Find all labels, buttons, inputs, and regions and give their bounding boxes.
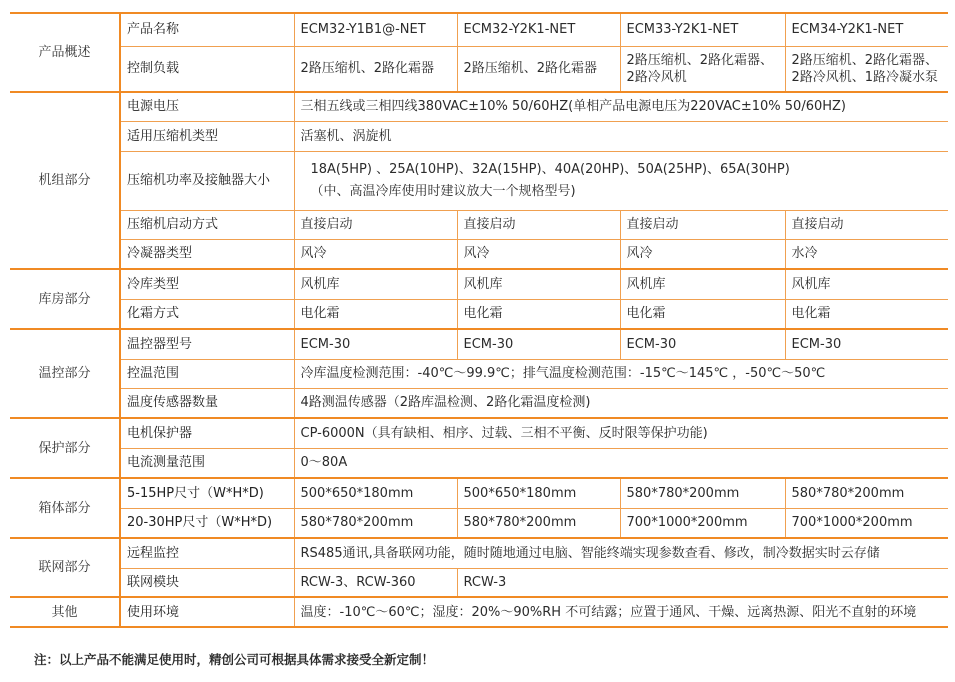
value-environment: 温度：-10℃～60℃；湿度：20%～90%RH 不可结露；应置于通风、干燥、远离热源、阳光不直射的环境 (294, 597, 948, 627)
section-protect: 保护部分 (10, 418, 120, 478)
label-start-mode: 压缩机启动方式 (120, 210, 294, 239)
value-defrost-mode-3: 电化霜 (620, 299, 785, 329)
row-current-range (10, 448, 948, 478)
value-product-name-1: ECM32-Y1B1@-NET (294, 13, 457, 46)
row-compressor-power (10, 151, 948, 210)
section-room: 库房部分 (10, 269, 120, 329)
value-product-name-2: ECM32-Y2K1-NET (457, 13, 620, 46)
section-unit: 机组部分 (10, 92, 120, 269)
section-other: 其他 (10, 597, 120, 627)
row-size-20-30 (10, 508, 948, 538)
value-size-5-15-2: 500*650*180mm (457, 478, 620, 508)
value-controller-model-3: ECM-30 (620, 329, 785, 359)
value-start-mode-3: 直接启动 (620, 210, 785, 239)
row-condenser-type (10, 239, 948, 269)
label-condenser-type: 冷凝器类型 (120, 239, 294, 269)
value-product-name-3: ECM33-Y2K1-NET (620, 13, 785, 46)
row-product-name (10, 13, 948, 46)
value-network-module-1: RCW-3、RCW-360 (294, 568, 457, 597)
value-start-mode-2: 直接启动 (457, 210, 620, 239)
value-remote-monitor: RS485通讯,具备联网功能，随时随地通过电脑、智能终端实现参数查看、修改，制冷数据实时云存储 (294, 538, 948, 568)
value-size-20-30-3: 700*1000*200mm (620, 508, 785, 538)
section-overview: 产品概述 (10, 13, 120, 92)
label-current-range: 电流测量范围 (120, 448, 294, 478)
value-controller-model-1: ECM-30 (294, 329, 457, 359)
row-network-module (10, 568, 948, 597)
value-current-range: 0～80A (294, 448, 948, 478)
label-control-load: 控制负载 (120, 46, 294, 92)
value-condenser-type-1: 风冷 (294, 239, 457, 269)
row-size-5-15 (10, 478, 948, 508)
section-box: 箱体部分 (10, 478, 120, 538)
label-motor-protector: 电机保护器 (120, 418, 294, 448)
label-compressor-power: 压缩机功率及接触器大小 (120, 151, 294, 210)
value-compressor-power (294, 151, 948, 210)
value-temp-range: 冷库温度检测范围：-40℃～99.9℃；排气温度检测范围：-15℃～145℃ ，-50℃～50℃ (294, 359, 948, 388)
section-temp: 温控部分 (10, 329, 120, 418)
row-power-voltage (10, 92, 948, 121)
value-network-module-2: RCW-3 (457, 568, 948, 597)
label-controller-model: 温控器型号 (120, 329, 294, 359)
row-motor-protector (10, 418, 948, 448)
value-control-load-1: 2路压缩机、2路化霜器 (294, 46, 457, 92)
value-controller-model-4: ECM-30 (785, 329, 948, 359)
value-defrost-mode-1: 电化霜 (294, 299, 457, 329)
row-control-load (10, 46, 948, 92)
label-environment: 使用环境 (120, 597, 294, 627)
value-start-mode-1: 直接启动 (294, 210, 457, 239)
value-condenser-type-4: 水冷 (785, 239, 948, 269)
spec-table (10, 12, 948, 628)
compressor-power-line: 18A(5HP) 、25A(10HP)、32A(15HP)、40A(20HP)、50A(25HP)、65A(30HP) (310, 161, 790, 177)
value-size-5-15-4: 580*780*200mm (785, 478, 948, 508)
row-controller-model (10, 329, 948, 359)
label-network-module: 联网模块 (120, 568, 294, 597)
value-motor-protector: CP-6000N（具有缺相、相序、过载、三相不平衡、反时限等保护功能) (294, 418, 948, 448)
value-room-type-1: 风机库 (294, 269, 457, 299)
row-sensor-count (10, 388, 948, 418)
value-control-load-4: 2路压缩机、2路化霜器、2路冷风机、1路冷凝水泵 (785, 46, 948, 92)
label-room-type: 冷库类型 (120, 269, 294, 299)
row-room-type (10, 269, 948, 299)
row-remote-monitor (10, 538, 948, 568)
value-condenser-type-2: 风冷 (457, 239, 620, 269)
value-start-mode-4: 直接启动 (785, 210, 948, 239)
row-start-mode (10, 210, 948, 239)
value-defrost-mode-2: 电化霜 (457, 299, 620, 329)
value-size-5-15-1: 500*650*180mm (294, 478, 457, 508)
value-defrost-mode-4: 电化霜 (785, 299, 948, 329)
value-sensor-count: 4路测温传感器（2路库温检测、2路化霜温度检测) (294, 388, 948, 418)
label-size-20-30: 20-30HP尺寸（W*H*D) (120, 508, 294, 538)
label-temp-range: 控温范围 (120, 359, 294, 388)
row-compressor-type (10, 121, 948, 151)
compressor-power-note: （中、高温冷库使用时建议放大一个规格型号) (310, 183, 576, 199)
label-sensor-count: 温度传感器数量 (120, 388, 294, 418)
value-control-load-2: 2路压缩机、2路化霜器 (457, 46, 620, 92)
value-size-5-15-3: 580*780*200mm (620, 478, 785, 508)
value-room-type-2: 风机库 (457, 269, 620, 299)
value-size-20-30-2: 580*780*200mm (457, 508, 620, 538)
value-product-name-4: ECM34-Y2K1-NET (785, 13, 948, 46)
value-room-type-4: 风机库 (785, 269, 948, 299)
label-compressor-type: 适用压缩机类型 (120, 121, 294, 151)
value-compressor-type: 活塞机、涡旋机 (294, 121, 948, 151)
label-defrost-mode: 化霜方式 (120, 299, 294, 329)
label-power-voltage: 电源电压 (120, 92, 294, 121)
value-size-20-30-4: 700*1000*200mm (785, 508, 948, 538)
value-room-type-3: 风机库 (620, 269, 785, 299)
section-network: 联网部分 (10, 538, 120, 597)
label-remote-monitor: 远程监控 (120, 538, 294, 568)
value-power-voltage: 三相五线或三相四线380VAC±10% 50/60HZ(单相产品电源电压为220VAC±10% 50/60HZ) (294, 92, 948, 121)
value-size-20-30-1: 580*780*200mm (294, 508, 457, 538)
value-control-load-3: 2路压缩机、2路化霜器、2路冷风机 (620, 46, 785, 92)
label-product-name: 产品名称 (120, 13, 294, 46)
row-temp-range (10, 359, 948, 388)
value-controller-model-2: ECM-30 (457, 329, 620, 359)
row-environment (10, 597, 948, 627)
row-defrost-mode (10, 299, 948, 329)
value-condenser-type-3: 风冷 (620, 239, 785, 269)
label-size-5-15: 5-15HP尺寸（W*H*D) (120, 478, 294, 508)
footer-note: 注：以上产品不能满足使用时，精创公司可根据具体需求接受全新定制！ (34, 652, 435, 667)
